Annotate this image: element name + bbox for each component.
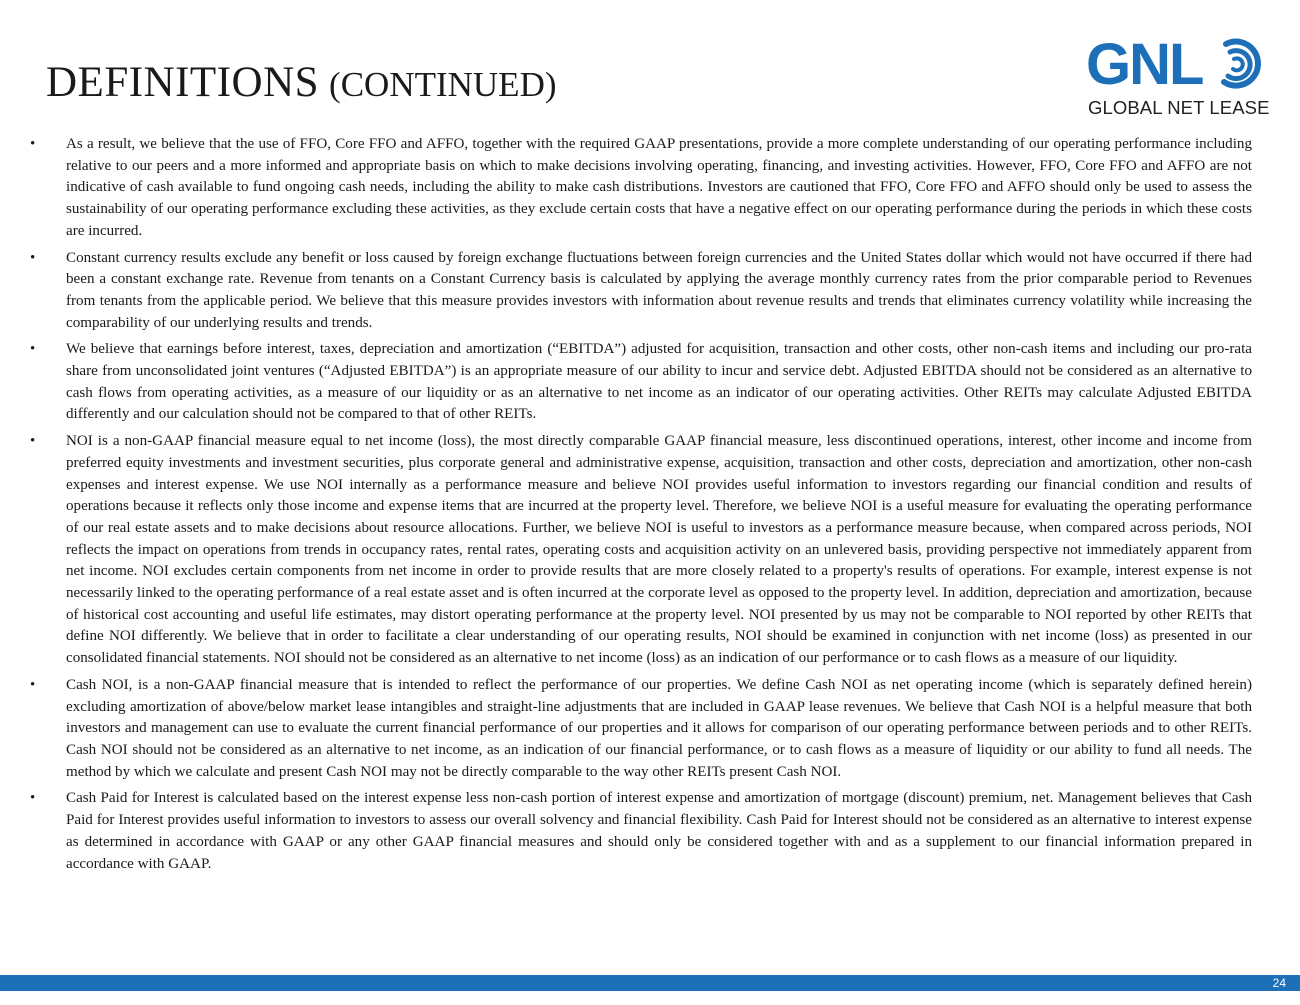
definition-text: Constant currency results exclude any benefit or loss caused by foreign exchange fluctuations between foreign currencies and the United States dollar which would not have occurred if there had been a constant exchange rate. Revenue from tenants on a Constant Currency basis is calculated by applying the average monthly currency rates from the prior comparable period to Revenues from tenants from the applicable period. We believe that this measure provides investors with information about revenue results and trends that eliminates currency volatility while increasing the comparability of our underlying results and trends. <box>66 249 1252 331</box>
definition-text: NOI is a non-GAAP financial measure equal to net income (loss), the most directly comparable GAAP financial measure, less discontinued operations, interest, other income and income from preferred equity investments and investment securities, plus corporate general and administrative expense, acquisition, transaction and other costs, depreciation and amortization, other non-cash expenses and interest expense. We use NOI internally as a performance measure and believe NOI provides useful information to investors regarding our financial condition and results of operations because it reflects only those income and expense items that are incurred at the property level. Therefore, we believe NOI is a useful measure for evaluating the operating performance of our real estate assets and to make decisions about resource allocations. Further, we believe NOI is useful to investors as a performance measure because, when compared across periods, NOI reflects the impact on operations from trends in occupancy rates, rental rates, operating costs and acquisition activity on an unlevered basis, providing perspective not immediately apparent from net income. NOI excludes certain components from net income in order to provide results that are more closely related to a property's results of operations. For example, interest expense is not necessarily linked to the operating performance of a real estate asset and is often incurred at the corporate level as opposed to the property level. In addition, depreciation and amortization, because of historical cost accounting and useful life estimates, may distort operating performance at the property level. NOI presented by us may not be comparable to NOI reported by other REITs that define NOI differently. We believe that in order to facilitate a clear understanding of our operating results, NOI should be examined in conjunction with net income (loss) as presented in our consolidated financial statements. NOI should not be considered as an alternative to net income (loss) as an indication of our performance or to cash flows as a measure of our liquidity. <box>66 433 1252 667</box>
definition-text: We believe that earnings before interest, taxes, depreciation and amortization (“EBITDA”) adjusted for acquisition, transaction and other costs, other non-cash items and including our pro-rata share from unconsolidated joint ventures (“Adjusted EBITDA”) is an appropriate measure of our ability to incur and service debt. Adjusted EBITDA should not be considered as an alternative to cash flows from operating activities, as a measure of our liquidity or as an alternative to net income as an indicator of our operating activities. Other REITs may calculate Adjusted EBITDA differently and our calculation should not be compared to that of other REITs. <box>66 341 1252 423</box>
list-item <box>30 248 1252 335</box>
page-title-sub: (CONTINUED) <box>329 65 557 104</box>
page-number: 24 <box>1272 976 1286 990</box>
company-logo <box>1086 32 1272 120</box>
definition-text: As a result, we believe that the use of FFO, Core FFO and AFFO, together with the required GAAP presentations, provide a more complete understanding of our operating performance including relative to our peers and a more informed and appropriate basis on which to make decisions involving operating, financing, and investing activities. However, FFO, Core FFO and AFFO are not indicative of cash available to fund ongoing cash needs, including the ability to make cash distributions. Investors are cautioned that FFO, Core FFO and AFFO should only be used to assess the sustainability of our operating performance excluding these activities, as they exclude certain costs that have a negative effect on our operating performance during the periods in which these costs are incurred. <box>66 136 1252 239</box>
bullet-icon: • <box>30 136 36 152</box>
list-item <box>30 788 1252 875</box>
footer-bar <box>0 975 1300 991</box>
bullet-icon: • <box>30 676 36 693</box>
logo-mark: GNL <box>1086 32 1203 97</box>
page-title <box>46 58 557 107</box>
definition-text: Cash Paid for Interest is calculated based on the interest expense less non-cash portion of interest expense and amortization of mortgage (discount) premium, net. Management believes that Cash Paid for Interest provides useful information to investors to assess our overall solvency and financial flexibility. Cash Paid for Interest should not be considered as an alternative to interest expense as determined in accordance with GAAP or any other GAAP financial measures and should only be considered together with and as a supplement to our financial information prepared in accordance with GAAP. <box>66 790 1252 872</box>
list-item <box>30 431 1252 670</box>
bullet-icon: • <box>30 249 36 266</box>
logo-swirl-icon <box>1214 36 1270 92</box>
list-item <box>30 134 1252 243</box>
definitions-list <box>30 134 1252 880</box>
bullet-icon: • <box>30 790 36 807</box>
list-item <box>30 675 1252 784</box>
bullet-icon: • <box>30 433 36 450</box>
logo-tagline: GLOBAL NET LEASE <box>1088 97 1270 118</box>
bullet-icon: • <box>30 341 36 358</box>
definition-text: Cash NOI, is a non-GAAP financial measure that is intended to reflect the performance of our properties. We define Cash NOI as net operating income (which is separately defined herein) excluding amortization of above/below market lease intangibles and straight-line adjustments that are included in GAAP lease revenues. We believe that Cash NOI is a helpful measure that both investors and management can use to evaluate the current financial performance of our properties and it allows for comparison of our operating performance between periods and to other REITs. Cash NOI should not be considered as an alternative to net income, as an indication of our financial performance, or to cash flows as a measure of liquidity or our ability to fund all needs. The method by which we calculate and present Cash NOI may not be directly comparable to the way other REITs present Cash NOI. <box>66 676 1252 780</box>
page-title-main: DEFINITIONS <box>46 59 320 106</box>
list-item <box>30 339 1252 426</box>
